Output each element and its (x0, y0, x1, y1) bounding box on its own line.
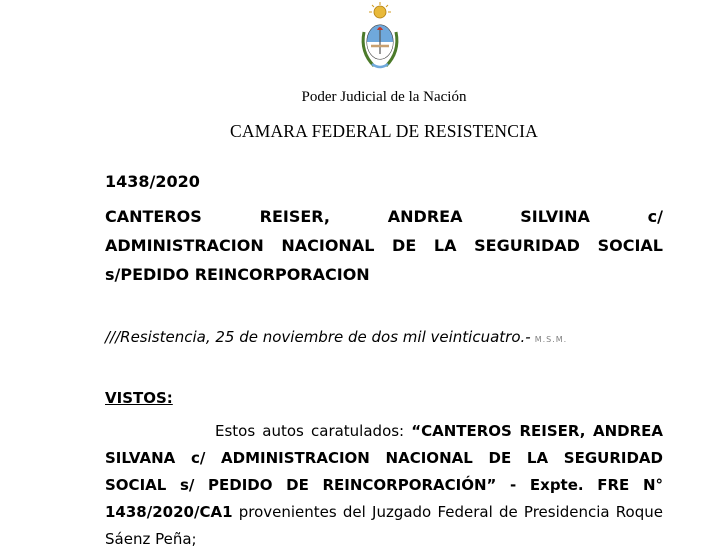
case-title (105, 202, 663, 289)
paragraph-text: Estos autos caratulados: (215, 422, 412, 440)
paragraph-text: Sáenz Peña; (105, 530, 197, 548)
paragraph-bold-text: SOCIAL s/ PEDIDO DE REINCORPORACIÓN” - Expte. FRE N° (105, 476, 663, 494)
paragraph-line (105, 417, 663, 444)
date-text: ///Resistencia, 25 de noviembre de dos mil veinticuatro.- (105, 328, 531, 346)
case-number: 1438/2020 (105, 172, 200, 191)
paragraph-bold-text: “CANTEROS REISER, ANDREA (411, 422, 664, 440)
paragraph-bold-text: SILVANA c/ ADMINISTRACION NACIONAL DE LA SEGURIDAD (105, 449, 663, 467)
chamber-name: CAMARA FEDERAL DE RESISTENCIA (229, 121, 539, 141)
paragraph-bold-text: 1438/2020/CA1 (105, 503, 233, 521)
sun-of-may-icon (369, 2, 391, 18)
case-title-line: ADMINISTRACION NACIONAL DE LA SEGURIDAD SOCIAL (105, 236, 663, 255)
paragraph-line (105, 444, 663, 471)
case-title-line: CANTEROS REISER, ANDREA SILVINA c/ (105, 207, 663, 226)
paragraph-line (105, 525, 663, 552)
date-line (105, 323, 663, 354)
paragraph-text: provenientes del Juzgado Federal de Presidencia Roque (232, 503, 663, 521)
vistos-heading: VISTOS: (105, 389, 173, 407)
national-coat-of-arms (358, 2, 402, 74)
paragraph-line (105, 471, 663, 498)
paragraph-line (105, 498, 663, 525)
clerk-initials: M.S.M. (534, 335, 568, 344)
case-title-line: s/PEDIDO REINCORPORACION (105, 265, 370, 284)
vistos-paragraph (105, 417, 663, 552)
court-name: Poder Judicial de la Nación (301, 89, 467, 105)
